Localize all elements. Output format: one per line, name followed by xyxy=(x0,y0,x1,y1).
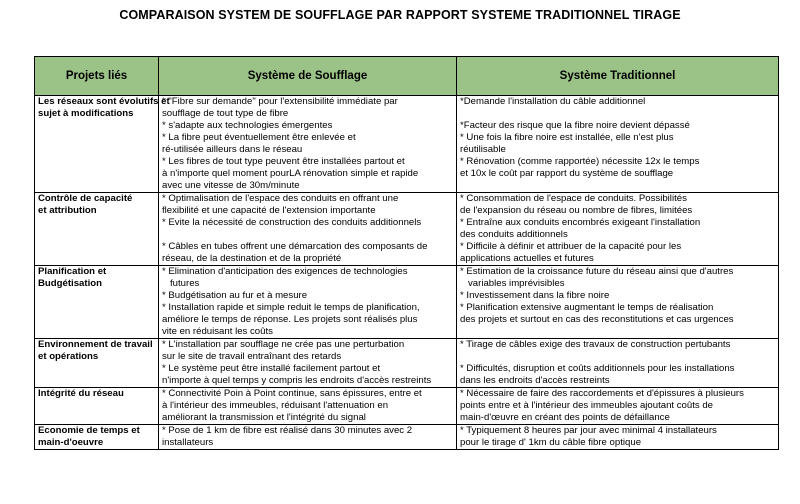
row-traditionnel-cell xyxy=(457,96,779,193)
row-soufflage-cell xyxy=(159,388,457,425)
cell-line: main-d'oeuvre xyxy=(38,437,104,448)
cell-line: ré-utilisée ailleurs dans le réseau xyxy=(162,144,303,155)
cell-line: * Pose de 1 km de fibre est réalisé dans 30 minutes avec 2 xyxy=(162,425,413,436)
cell-line: de l'expansion du réseau ou nombre de fibres, limitées xyxy=(460,205,693,216)
row-project-cell xyxy=(35,425,159,450)
cell-line: à l'intérieur des immeubles, réduisant l'attenuation en xyxy=(162,400,389,411)
comparison-table xyxy=(34,56,779,450)
cell-line: * Investissement dans la fibre noire xyxy=(460,290,610,301)
cell-line: à n'importe quel moment pourLA rénovation simple et rapide xyxy=(162,168,419,179)
cell-line: * Le système peut être installé facilement partout et xyxy=(162,363,381,374)
row-traditionnel-cell xyxy=(457,339,779,388)
cell-line: * Consommation de l'espace de conduits. Possibilités xyxy=(460,193,687,204)
cell-line: vite en réduisant les coûts xyxy=(162,326,273,337)
cell-line: sujet à modifications xyxy=(38,108,134,119)
cell-line: installateurs xyxy=(162,437,214,448)
row-project-cell xyxy=(35,388,159,425)
cell-line: sur le site de travail entraînant des retards xyxy=(162,351,342,362)
cell-line: * Les fibres de tout type peuvent être installées partout et xyxy=(162,156,405,167)
cell-line: Intégrité du réseau xyxy=(38,388,124,399)
row-soufflage-cell xyxy=(159,339,457,388)
cell-line: et attribution xyxy=(38,205,97,216)
cell-line: * Evite la nécessité de construction des conduits additionnels xyxy=(162,217,422,228)
row-soufflage-cell xyxy=(159,193,457,266)
row-project-cell xyxy=(35,96,170,193)
row-traditionnel-cell xyxy=(457,193,779,266)
table-row xyxy=(35,339,779,388)
cell-line: n'importe à quel temps y compris les endroits d'accès restreints xyxy=(162,375,432,386)
table-row xyxy=(35,388,779,425)
cell-line: améliorant la transmission et l'intégrité du signal xyxy=(162,412,366,423)
header-projets: Projets liés xyxy=(35,57,159,96)
cell-line: pour le tirage d' 1km du câble fibre optique xyxy=(460,437,642,448)
cell-line: des projets et surtout en cas des reconstitutions et cas urgences xyxy=(460,314,734,325)
cell-line: Economie de temps et xyxy=(38,425,140,436)
row-project-cell xyxy=(35,266,159,339)
page-title: COMPARAISON SYSTEM DE SOUFFLAGE PAR RAPPORT SYSTEME TRADITIONNEL TIRAGE xyxy=(119,8,681,22)
cell-line: et 10x le coût par rapport du système de soufflage xyxy=(460,168,674,179)
cell-line: dans les endroits d'accès restreints xyxy=(460,375,610,386)
table-row xyxy=(35,193,779,266)
table-row xyxy=(35,266,779,339)
cell-line: * "Fibre sur demande" pour l'extensibilité immédiate par xyxy=(162,96,398,107)
row-traditionnel-cell xyxy=(457,425,779,450)
cell-line: applications actuelles et futures xyxy=(460,253,594,264)
cell-line: * Typiquement 8 heures par jour avec minimal 4 installateurs xyxy=(460,425,717,436)
cell-line: * Elimination d'anticipation des exigences de technologies xyxy=(162,266,408,277)
cell-line: * Rénovation (comme rapportée) nécessite 12x le temps xyxy=(460,156,700,167)
cell-line: futures xyxy=(170,278,200,289)
cell-line: * Connectivité Poin à Point continue, sans épissures, entre et xyxy=(162,388,422,399)
cell-line: * Estimation de la croissance future du réseau ainsi que d'autres xyxy=(460,266,734,277)
table-row xyxy=(35,96,779,193)
cell-line: des conduits additionnels xyxy=(460,229,568,240)
cell-line: Environnement de travail xyxy=(38,339,153,350)
row-traditionnel-cell xyxy=(457,388,779,425)
cell-line: * Câbles en tubes offrent une démarcation des composants de xyxy=(162,241,428,252)
cell-line: points entre et à l'intérieur des immeubles ajoutant coûts de xyxy=(460,400,714,411)
header-soufflage: Système de Soufflage xyxy=(159,57,457,96)
cell-line: avec une vitesse de 30m/minute xyxy=(162,180,300,191)
cell-line: * Nécessaire de faire des raccordements et d'épissures à plusieurs xyxy=(460,388,744,399)
table-row xyxy=(35,425,779,450)
cell-line: main-d'œuvre en créant des points de défaillance xyxy=(460,412,670,423)
cell-line: *Demande l'installation du câble additionnel xyxy=(460,96,646,107)
cell-line: améliore le temps de réponse. Les projets sont réalisés plus xyxy=(162,314,418,325)
cell-line: * Planification extensive augmentant le temps de réalisation xyxy=(460,302,714,313)
row-project-cell xyxy=(35,339,159,388)
row-soufflage-cell xyxy=(159,266,457,339)
cell-line: flexibilité et une capacité de l'extension importante xyxy=(162,205,376,216)
cell-line: Contrôle de capacité xyxy=(38,193,133,204)
cell-line: * Difficile à définir et attribuer de la capacité pour les xyxy=(460,241,682,252)
table-body xyxy=(35,96,779,450)
cell-line: * Une fois la fibre noire est installée, elle n'est plus xyxy=(460,132,674,143)
row-soufflage-cell xyxy=(159,96,457,193)
cell-line xyxy=(460,351,775,363)
cell-line: variables imprévisibles xyxy=(468,278,565,289)
cell-line: * Difficultés, disruption et coûts additionnels pour les installations xyxy=(460,363,735,374)
cell-line: Planification et xyxy=(38,266,107,277)
cell-line xyxy=(162,229,453,241)
cell-line: * Optimalisation de l'espace des conduits en offrant une xyxy=(162,193,399,204)
cell-line xyxy=(460,108,775,120)
header-traditionnel: Système Traditionnel xyxy=(457,57,779,96)
row-traditionnel-cell xyxy=(457,266,779,339)
cell-line: réseau, de la destination et de la propriété xyxy=(162,253,342,264)
cell-line: * Budgétisation au fur et à mesure xyxy=(162,290,308,301)
cell-line: * Entraîne aux conduits encombrés exigeant l'installation xyxy=(460,217,701,228)
row-soufflage-cell xyxy=(159,425,457,450)
cell-line: * La fibre peut éventuellement être enlevée et xyxy=(162,132,356,143)
cell-line: et opérations xyxy=(38,351,99,362)
cell-line: * s'adapte aux technologies émergentes xyxy=(162,120,333,131)
cell-line: Budgétisation xyxy=(38,278,102,289)
cell-line: réutilisable xyxy=(460,144,506,155)
cell-line: * Installation rapide et simple reduit le temps de planification, xyxy=(162,302,420,313)
cell-line: *Facteur des risque que la fibre noire devient dépassé xyxy=(460,120,690,131)
row-project-cell xyxy=(35,193,159,266)
table-header-row xyxy=(35,57,779,96)
cell-line: soufflage de tout type de fibre xyxy=(162,108,289,119)
cell-line: * L'installation par soufflage ne crée pas une perturbation xyxy=(162,339,405,350)
cell-line: Les réseaux sont évolutifs et xyxy=(38,96,170,107)
cell-line: * Tirage de câbles exige des travaux de construction pertubants xyxy=(460,339,731,350)
